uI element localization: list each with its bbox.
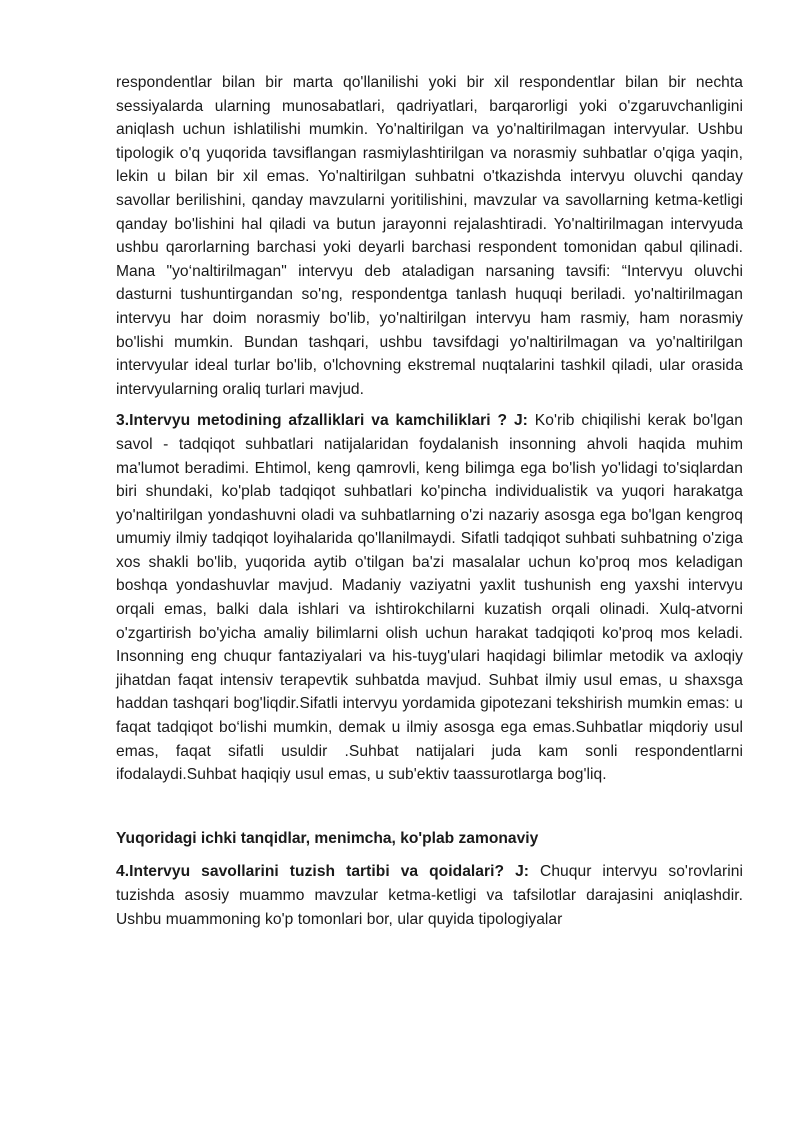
paragraph-interview-types: respondentlar bilan bir marta qo'llanilishi yoki bir xil respondentlar bilan bir nechta sessiyalarda ularning munosabatlari, qadriyatlari, barqarorligi yoki o'zgaruvchanligini aniqlash uchun ishlatilishi mumkin. Yo'naltirilgan va yo'naltirilmagan intervyular. Ushbu tipologik o'q yuqorida tavsiflangan rasmiylashtirilgan va norasmiy suhbatlar o'qiga yaqin, lekin u bilan bir xil emas. Yo'naltirilgan suhbatni o'tkazishda intervyu oluvchi qanday savollar berilishini, qanday mavzularni yoritilishini, mavzular va savollarning ketma-ketligi qanday bo'lishini hal qiladi va butun jarayonni rejalashtiradi. Yo'naltirilmagan intervyuda ushbu qarorlarning barchasi yoki deyarli barchasi respondent tomonidan qabul qilinadi. Mana "yo‘naltirilmagan" intervyu deb ataladigan narsaning tavsifi: “Intervyu oluvchi dasturni tushuntirgandan so'ng, respondentga tanlash huquqi beriladi. yo'naltirilmagan intervyu har doim norasmiy bo'lib, yo'naltirilgan intervyu ham rasmiy, ham norasmiy bo'lishi mumkin. Bundan tashqari, ushbu tavsifdagi yo'naltirilmagan va yo'naltirilgan intervyular ideal turlar bo'lib, o'lchovning ekstremal nuqtalarini tashkil qiladi, ular orasida intervyularning oraliq turlari mavjud. [116,74,743,398]
question-4-answer: Chuqur intervyu so'rovlarini tuzishda asosiy muammo mavzular ketma-ketligi va tafsilotlar darajasini aniqlashdir. Ushbu muammoning ko'p tomonlari bor, ular quyida tipologiyalar [116,863,744,928]
paragraph-question-4 [116,860,743,931]
question-4-heading: 4.Intervyu savollarini tuzish tartibi va qoidalari? J: [116,863,530,881]
question-3-answer: Ko'rib chiqilishi kerak bo'lgan savol - tadqiqot suhbatlari natijalaridan foydalanish insonning ahvoli haqida muhim ma'lumot beradimi. Ehtimol, keng qamrovli, keng bilimga ega bo'lish yo'lidagi to'siqlardan biri shundaki, ko'plab tadqiqot suhbatlari ko'pincha individualistik va yuqori harakatga yo'naltirilgan yondashuvni oladi va suhbatlarning o'zi nazariy asosga ega bo'lgan kengroq umumiy ilmiy tadqiqot loyihalarida qo'llanilmaydi. Sifatli tadqiqot suhbati suhbatning o'ziga xos shakli bo'lib, yuqorida aytib o'tilgan ba'zi masalalar uchun ko'proq mos keladigan boshqa yondashuvlar mavjud. Madaniy vaziyatni yaxlit tushunish eng yaxshi intervyu orqali emas, balki dala ishlari va ishtirokchilarni kuzatish orqali olinadi. Xulq-atvorni o'zgartirish bo'yicha amaliy bilimlarni olish uchun harakat tadqiqoti ko'proq mos keladi. Insonning eng chuqur fantaziyalari va his-tuyg'ulari haqidagi bilimlar metodik va axloqiy jihatdan faqat intensiv terapevtik suhbatda mavjud. Suhbat ilmiy usul emas, u shaxsga haddan tashqari bog'liqdir.Sifatli intervyu yordamida gipotezani tekshirish mumkin emas: u faqat tadqiqot bo‘lishi mumkin, demak u ilmiy asosga ega emas.Suhbatlar miqdoriy usul emas, faqat sifatli usuldir .Suhbat natijalari juda kam sonli respondentlarni ifodalaydi.Suhbat haqiqiy usul emas, u sub'ektiv taassurotlarga bog'liq. [116,412,743,784]
document-page [116,71,743,931]
paragraph-question-3 [116,409,743,787]
section-heading-block [116,827,743,851]
question-3-heading: 3.Intervyu metodining afzalliklari va kamchiliklari ? J: [116,412,528,430]
section-heading: Yuqoridagi ichki tanqidlar, menimcha, ko'plab zamonaviy [116,829,539,847]
